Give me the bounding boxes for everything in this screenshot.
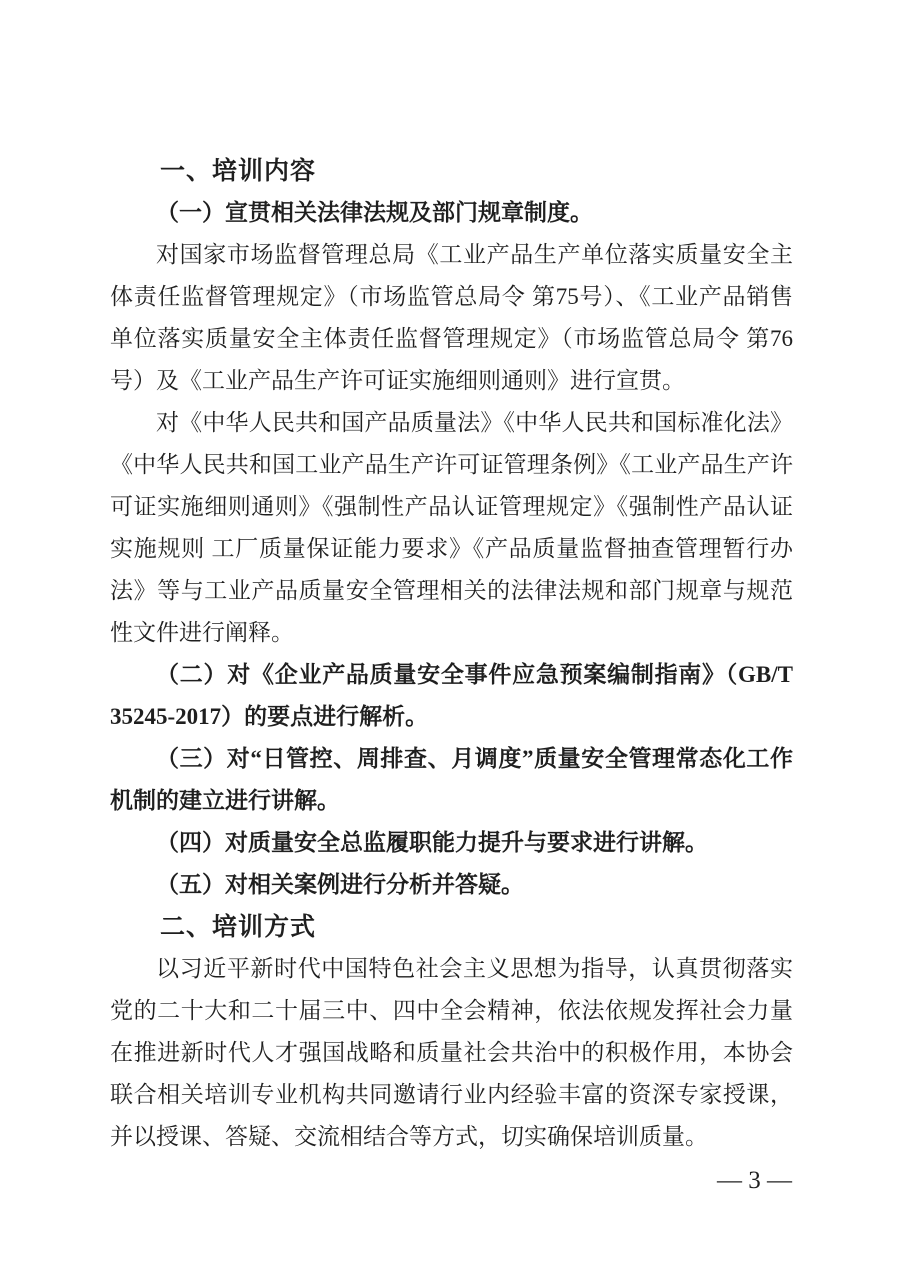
section-heading-training-content: 一、培训内容 <box>160 157 317 185</box>
page-footer <box>717 1166 792 1196</box>
body-paragraph: 以习近平新时代中国特色社会主义思想为指导，认真贯彻落实党的二十大和二十届三中、四中全会精神，依法依规发挥社会力量在推进新时代人才强国战略和质量社会共治中的积极作用，本协会联合相关培训专业机构共同邀请行业内经验丰富的资深专家授课，并以授课、答疑、交流相结合等方式，切实确保培训质量。 <box>110 956 793 1149</box>
subsection-heading-2: （二）对《企业产品质量安全事件应急预案编制指南》（GB/T 35245-2017）的要点进行解析。 <box>110 662 793 729</box>
document-body <box>110 150 793 1158</box>
body-paragraph: 对《中华人民共和国产品质量法》《中华人民共和国标准化法》《中华人民共和国工业产品生产许可证管理条例》《工业产品生产许可证实施细则通则》《强制性产品认证管理规定》《强制性产品认证实施规则 工厂质量保证能力要求》《产品质量监督抽查管理暂行办法》等与工业产品质量安全管理相关的法律法规和部门规章与规范性文件进行阐释。 <box>110 410 793 645</box>
page-number: — 3 — <box>717 1167 792 1194</box>
subsection-heading-3: （三）对“日管控、周排查、月调度”质量安全管理常态化工作机制的建立进行讲解。 <box>110 746 793 813</box>
subsection-heading-4: （四）对质量安全总监履职能力提升与要求进行讲解。 <box>156 830 708 855</box>
section-heading-training-method: 二、培训方式 <box>160 913 317 941</box>
subsection-heading-1: （一）宣贯相关法律法规及部门规章制度。 <box>156 200 593 225</box>
subsection-heading-5: （五）对相关案例进行分析并答疑。 <box>156 872 524 897</box>
body-paragraph: 对国家市场监督管理总局《工业产品生产单位落实质量安全主体责任监督管理规定》（市场监管总局令 第75号）、《工业产品销售单位落实质量安全主体责任监督管理规定》（市场监管总局令 第76号）及《工业产品生产许可证实施细则通则》进行宣贯。 <box>110 242 793 393</box>
